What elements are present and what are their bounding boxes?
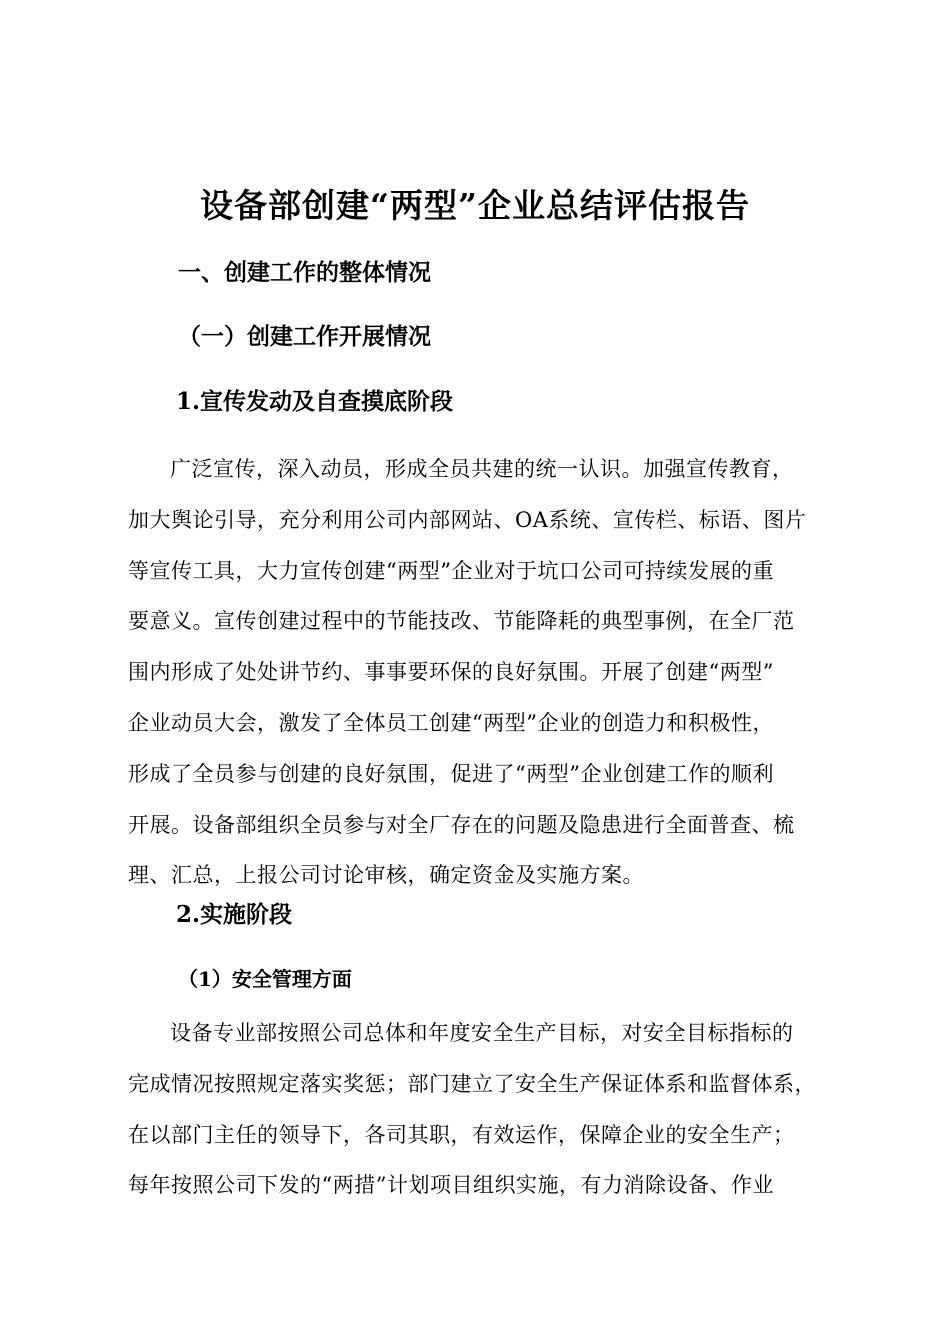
paragraph-line: 等宣传工具，大力宣传创建“两型”企业对于坑口公司可持续发展的重 xyxy=(128,558,774,583)
paragraph-2 xyxy=(128,1008,828,1211)
paragraph-line: 开展。设备部组织全员参与对全厂存在的问题及隐患进行全面普查、梳 xyxy=(128,812,795,837)
paragraph-line: 要意义。宣传创建过程中的节能技改、节能降耗的典型事例，在全厂范 xyxy=(128,609,795,634)
paragraph-line: 设备专业部按照公司总体和年度安全生产目标，对安全目标指标的 xyxy=(170,1021,794,1045)
paragraph-line: 理、汇总，上报公司讨论审核，确定资金及实施方案。 xyxy=(128,863,644,888)
paragraph-line: 企业动员大会，激发了全体员工创建“两型”企业的创造力和积极性， xyxy=(128,710,774,735)
paragraph-line: 广泛宣传，深入动员，形成全员共建的统一认识。加强宣传教育， xyxy=(170,457,794,481)
document-title: 设备部创建“两型”企业总结评估报告 xyxy=(200,186,750,225)
item-heading-2: 2.实施阶段 xyxy=(176,901,293,928)
item-heading-1: 1.宣传发动及自查摸底阶段 xyxy=(176,388,454,415)
paragraph-line: 完成情况按照规定落实奖惩；部门建立了安全生产保证体系和监督体系， xyxy=(128,1071,816,1096)
section-heading: 一、创建工作的整体情况 xyxy=(178,259,431,286)
paragraph-line: 加大舆论引导，充分利用公司内部网站、OA系统、宣传栏、标语、图片 xyxy=(128,507,807,532)
subsection-heading: （一）创建工作开展情况 xyxy=(178,323,431,350)
paragraph-line: 每年按照公司下发的“两措”计划项目组织实施，有力消除设备、作业 xyxy=(128,1173,774,1198)
paragraph-line: 在以部门主任的领导下，各司其职，有效运作，保障企业的安全生产； xyxy=(128,1122,795,1147)
paragraph-line: 围内形成了处处讲节约、事事要环保的良好氛围。开展了创建“两型” xyxy=(128,660,774,685)
paragraph-line: 形成了全员参与创建的良好氛围，促进了“两型”企业创建工作的顺利 xyxy=(128,761,774,786)
paragraph-1 xyxy=(128,444,828,901)
item-subheading: （1）安全管理方面 xyxy=(178,967,352,991)
